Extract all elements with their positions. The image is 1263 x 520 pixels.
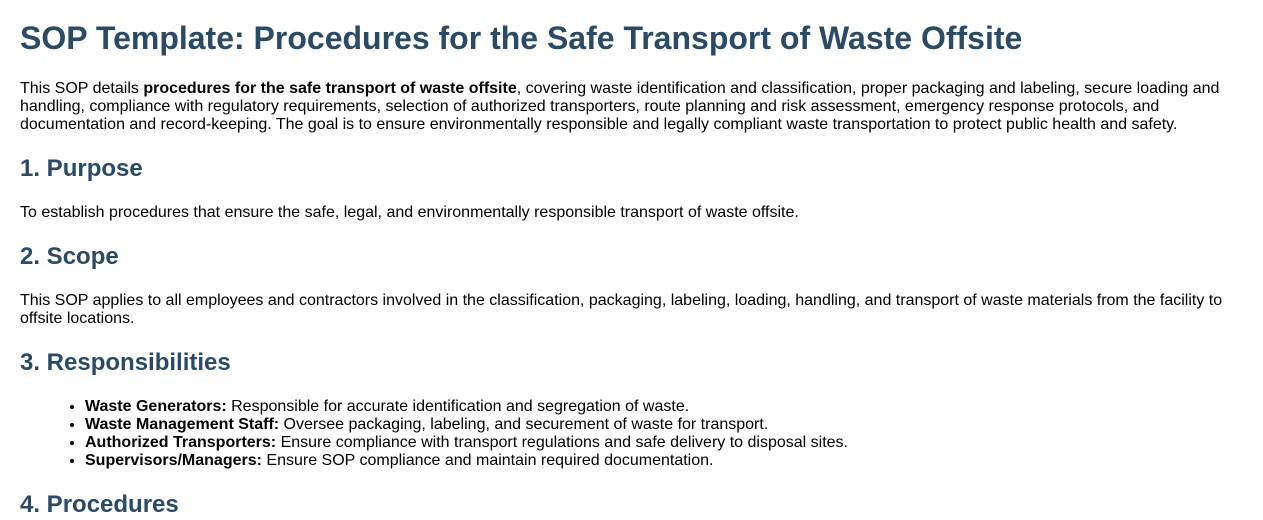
intro-paragraph <box>20 80 1243 134</box>
list-item <box>85 452 1243 470</box>
role-description: Ensure SOP compliance and maintain required documentation. <box>261 452 714 469</box>
page-title: SOP Template: Procedures for the Safe Transport of Waste Offsite <box>20 20 1023 56</box>
intro-text-start: This SOP details <box>20 80 144 97</box>
role-label: Authorized Transporters: <box>85 434 277 451</box>
list-item <box>85 398 1243 416</box>
role-description: Ensure compliance with transport regulations and safe delivery to disposal sites. <box>276 434 848 451</box>
procedures-heading: 4. Procedures <box>20 491 179 518</box>
purpose-heading: 1. Purpose <box>20 155 143 182</box>
role-label: Supervisors/Managers: <box>85 452 262 469</box>
list-item <box>85 416 1243 434</box>
intro-bold-text: procedures for the safe transport of waste offsite <box>143 80 517 97</box>
purpose-text: To establish procedures that ensure the safe, legal, and environmentally responsible transport of waste offsite. <box>20 204 799 221</box>
scope-text: This SOP applies to all employees and contractors involved in the classification, packaging, labeling, loading, handling, and transport of waste materials from the facility to offsite locations. <box>20 292 1223 327</box>
responsibilities-list <box>20 398 1243 470</box>
scope-heading: 2. Scope <box>20 243 119 270</box>
role-label: Waste Management Staff: <box>85 416 280 433</box>
responsibilities-heading: 3. Responsibilities <box>20 349 231 376</box>
role-description: Responsible for accurate identification and segregation of waste. <box>226 398 690 415</box>
role-label: Waste Generators: <box>85 398 227 415</box>
list-item <box>85 434 1243 452</box>
intro-text-end: , covering waste identification and classification, proper packaging and labeling, secure loading and handling, compliance with regulatory requirements, selection of authorized transporters, route planning and risk assessment, emergency response protocols, and documentation and record-keeping. The goal is to ensure environmentally responsible and legally compliant waste transportation to protect public health and safety. <box>20 80 1220 133</box>
role-description: Oversee packaging, labeling, and securement of waste for transport. <box>279 416 769 433</box>
